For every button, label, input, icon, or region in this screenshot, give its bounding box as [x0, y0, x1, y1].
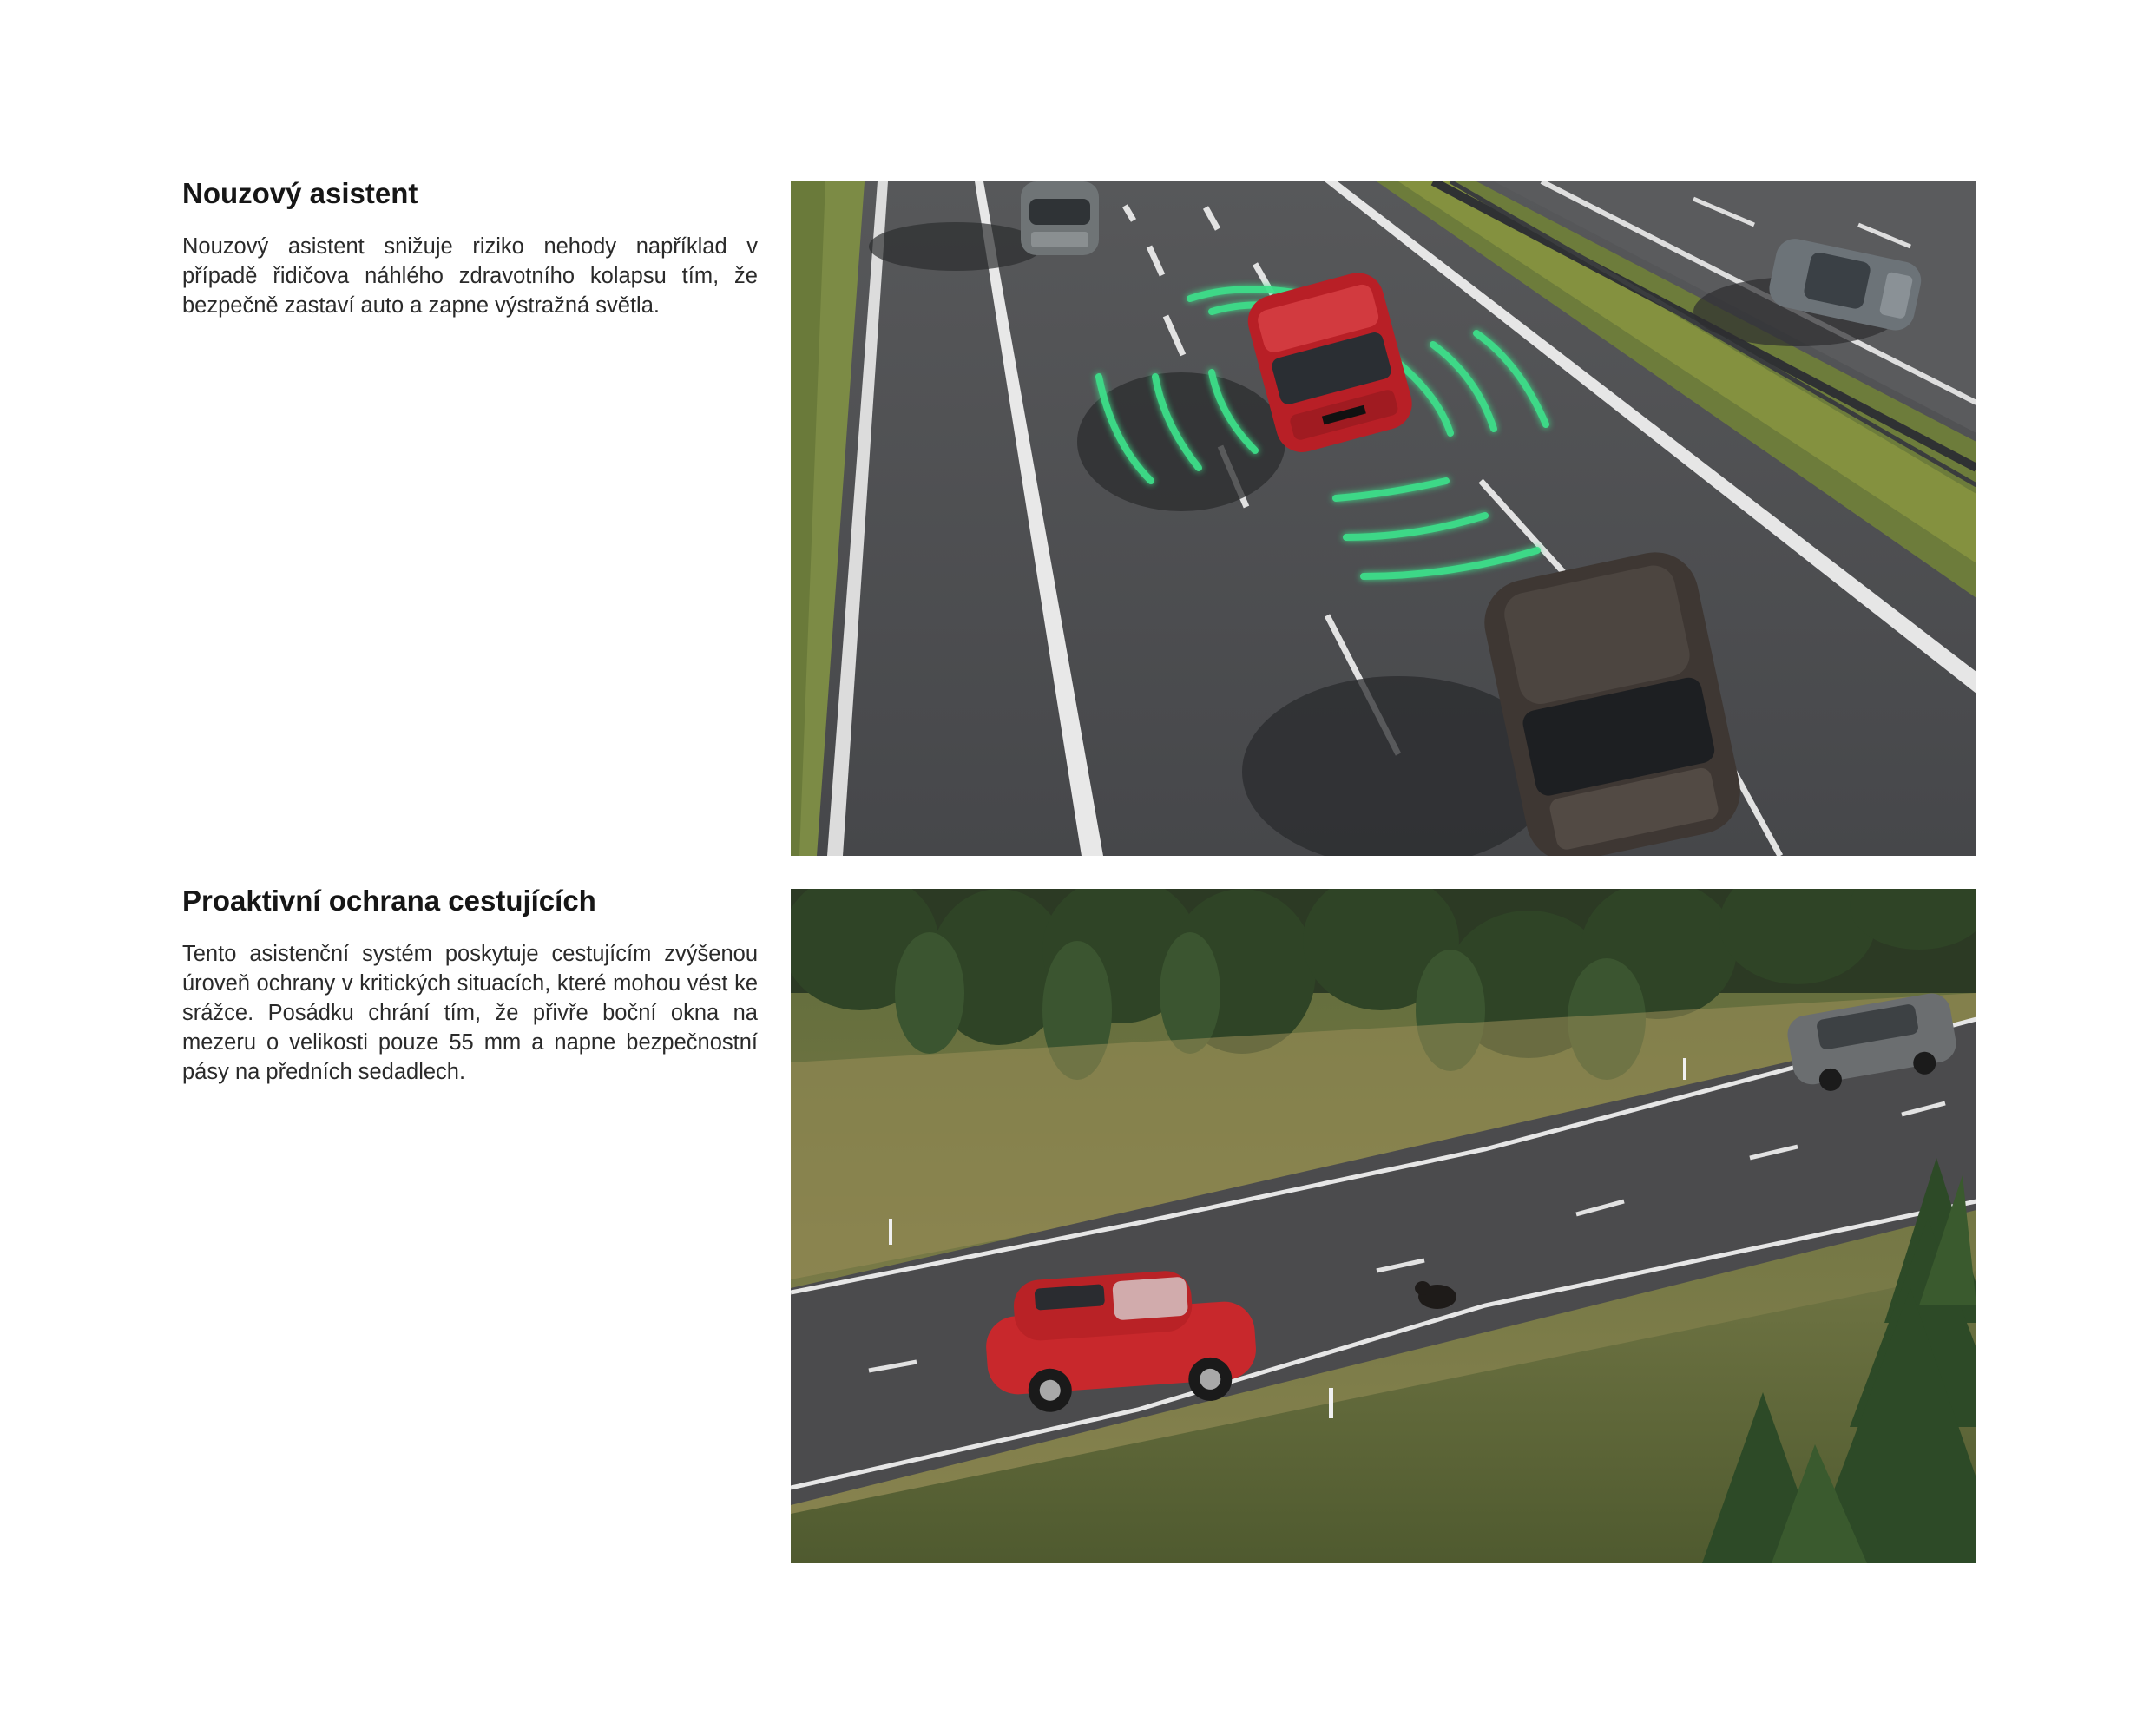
country-road-wild-boar-photo — [791, 889, 1976, 1563]
highway-emergency-assist-photo — [791, 181, 1976, 856]
section-text-emergency-assist: Nouzový asistent snižuje riziko nehody například v případě řidičova náhlého zdravotního kolapsu tím, že bezpečně zastaví auto a zapne výstražná světla. — [182, 234, 758, 318]
section-title-emergency-assist: Nouzový asistent — [182, 177, 418, 209]
section-text-proactive-protection: Tento asistenční systém poskytuje cestujícím zvýšenou úroveň ochrany v kritických situacích, které mohou vést ke srážce. Posádku chrání tím, že přivře boční okna na mezeru o velikosti pouze 55 mm a napne bezpečnostní pásy na předních sedadlech. — [182, 942, 758, 1084]
section-title-proactive-protection: Proaktivní ochrana cestujících — [182, 884, 596, 917]
